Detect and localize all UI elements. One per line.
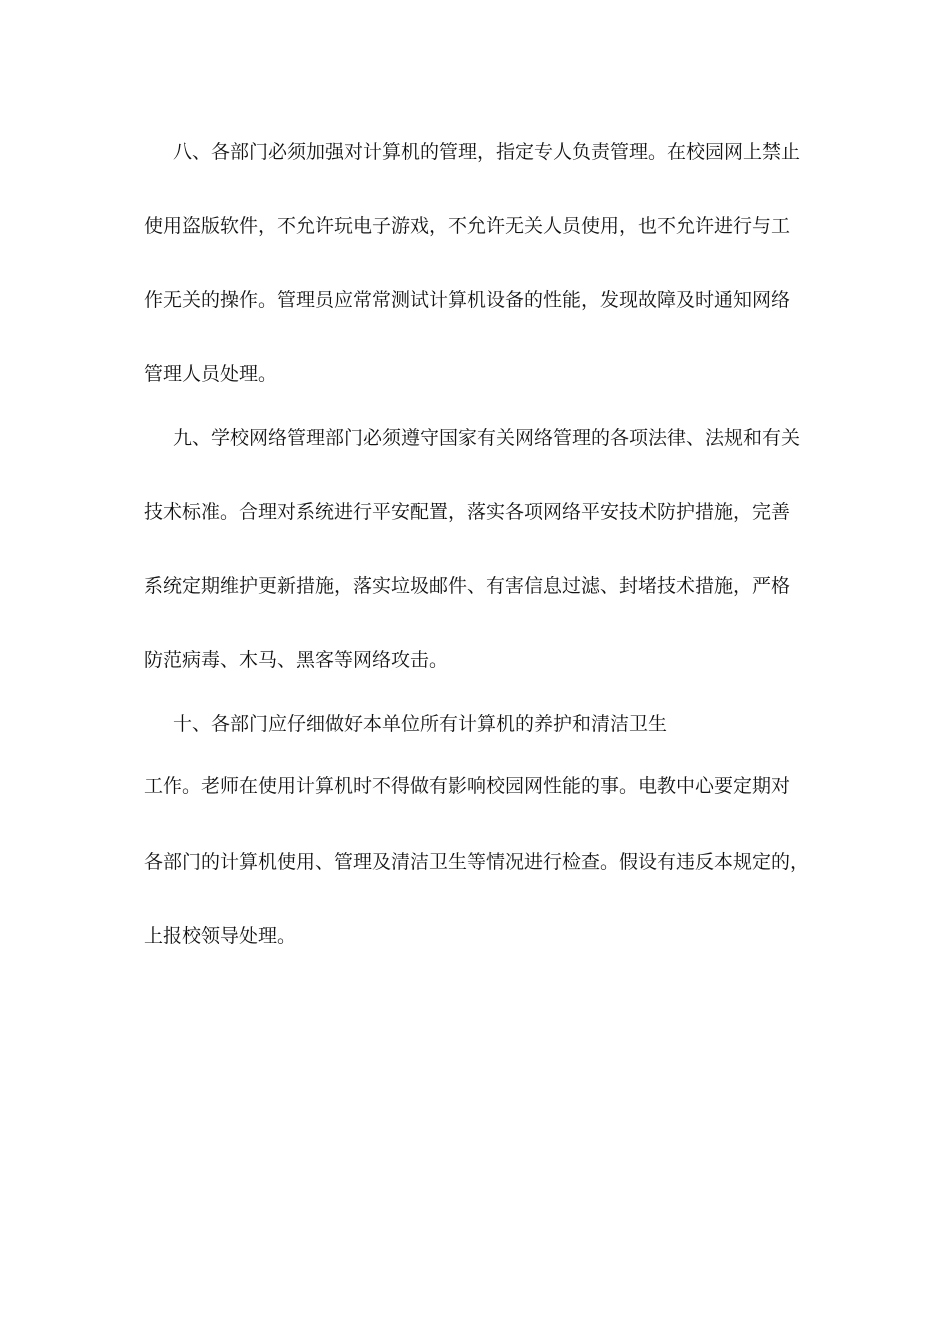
paragraph-line: 十、各部门应仔细做好本单位所有计算机的养护和清洁卫生 xyxy=(173,713,668,735)
paragraph-line: 工作。老师在使用计算机时不得做有影响校园网性能的事。电教中心要定期对 xyxy=(144,775,791,797)
paragraph-line: 使用盗版软件，不允许玩电子游戏，不允许无关人员使用，也不允许进行与工 xyxy=(144,215,791,237)
paragraph-line: 管理人员处理。 xyxy=(144,363,278,385)
paragraph-line: 防范病毒、木马、黑客等网络攻击。 xyxy=(144,649,449,671)
paragraph-line: 技术标准。合理对系统进行平安配置，落实各项网络平安技术防护措施，完善 xyxy=(144,501,791,523)
paragraph-line: 作无关的操作。管理员应常常测试计算机设备的性能，发现故障及时通知网络 xyxy=(144,289,791,311)
paragraph-line: 各部门的计算机使用、管理及清洁卫生等情况进行检查。假设有违反本规定的， xyxy=(144,851,810,873)
paragraph-line: 八、各部门必须加强对计算机的管理，指定专人负责管理。在校园网上禁止 xyxy=(173,141,801,163)
paragraph-line: 九、学校网络管理部门必须遵守国家有关网络管理的各项法律、法规和有关 xyxy=(173,427,801,449)
paragraph-line: 系统定期维护更新措施，落实垃圾邮件、有害信息过滤、封堵技术措施，严格 xyxy=(144,575,791,597)
paragraph-line: 上报校领导处理。 xyxy=(144,925,297,947)
